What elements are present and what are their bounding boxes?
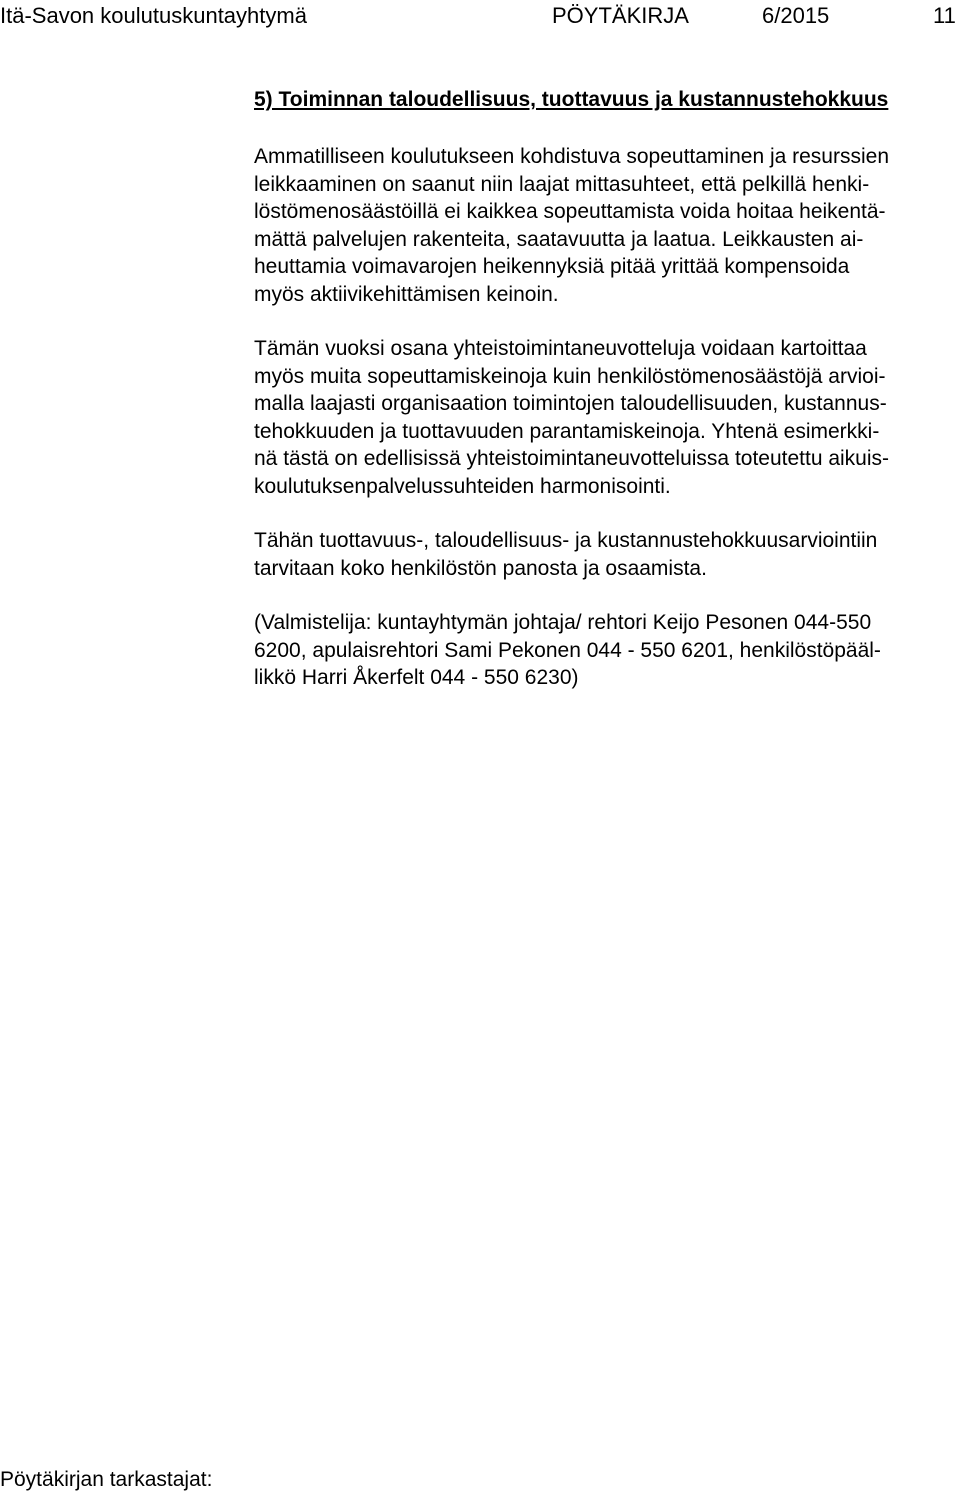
organization-name: Itä-Savon koulutuskuntayhtymä: [0, 3, 307, 28]
text-line: 6200, apulaisrehtori Sami Pekonen 044 - 550 6201, henkilöstöpääl-: [254, 638, 881, 662]
text-line: likkö Harri Åkerfelt 044 - 550 6230): [254, 666, 579, 689]
page-header: [0, 2, 960, 32]
text-line: (Valmistelija: kuntayhtymän johtaja/ rehtori Keijo Pesonen 044-550: [254, 611, 872, 634]
text-line: heuttamia voimavarojen heikennyksiä pitää yrittää kompensoida: [254, 255, 850, 278]
page-number: 11: [933, 3, 956, 28]
document-type: PÖYTÄKIRJA: [552, 3, 689, 28]
text-line: nä tästä on edellisissä yhteistoimintaneuvotteluissa toteutettu aikuis-: [254, 447, 890, 470]
document-body: [254, 85, 954, 719]
text-line: leikkaaminen on saanut niin laajat mittasuhteet, että pelkillä henki-: [254, 172, 870, 196]
text-line: tarvitaan koko henkilöstön panosta ja osaamista.: [254, 556, 707, 580]
text-line: löstömenosäästöillä ei kaikkea sopeuttamista voida hoitaa heikentä-: [254, 200, 886, 223]
preparer-note: [254, 609, 954, 692]
section-title: 5) Toiminnan taloudellisuus, tuottavuus ja kustannustehokkuus: [254, 88, 889, 111]
text-line: Tämän vuoksi osana yhteistoimintaneuvotteluja voidaan kartoittaa: [254, 337, 867, 360]
text-line: malla laajasti organisaation toimintojen taloudellisuuden, kustannus-: [254, 392, 887, 415]
text-line: mättä palvelujen rakenteita, saatavuutta ja laatua. Leikkausten ai-: [254, 227, 864, 251]
paragraph: [254, 143, 954, 308]
paragraph: [254, 527, 954, 582]
text-line: tehokkuuden ja tuottavuuden parantamiskeinoja. Yhtenä esimerkki-: [254, 419, 880, 443]
text-line: Tähän tuottavuus-, taloudellisuus- ja kustannustehokkuusarviointiin: [254, 529, 878, 552]
document-number: 6/2015: [762, 3, 830, 28]
paragraph: [254, 335, 954, 500]
text-line: Ammatilliseen koulutukseen kohdistuva sopeuttaminen ja resurssien: [254, 145, 890, 168]
footer-reviewers-label: Pöytäkirjan tarkastajat:: [0, 1468, 213, 1491]
text-line: koulutuksenpalvelussuhteiden harmonisointi.: [254, 474, 671, 498]
text-line: myös muita sopeuttamiskeinoja kuin henkilöstömenosäästöjä arvioi-: [254, 364, 886, 388]
text-line: myös aktiivikehittämisen keinoin.: [254, 282, 559, 306]
